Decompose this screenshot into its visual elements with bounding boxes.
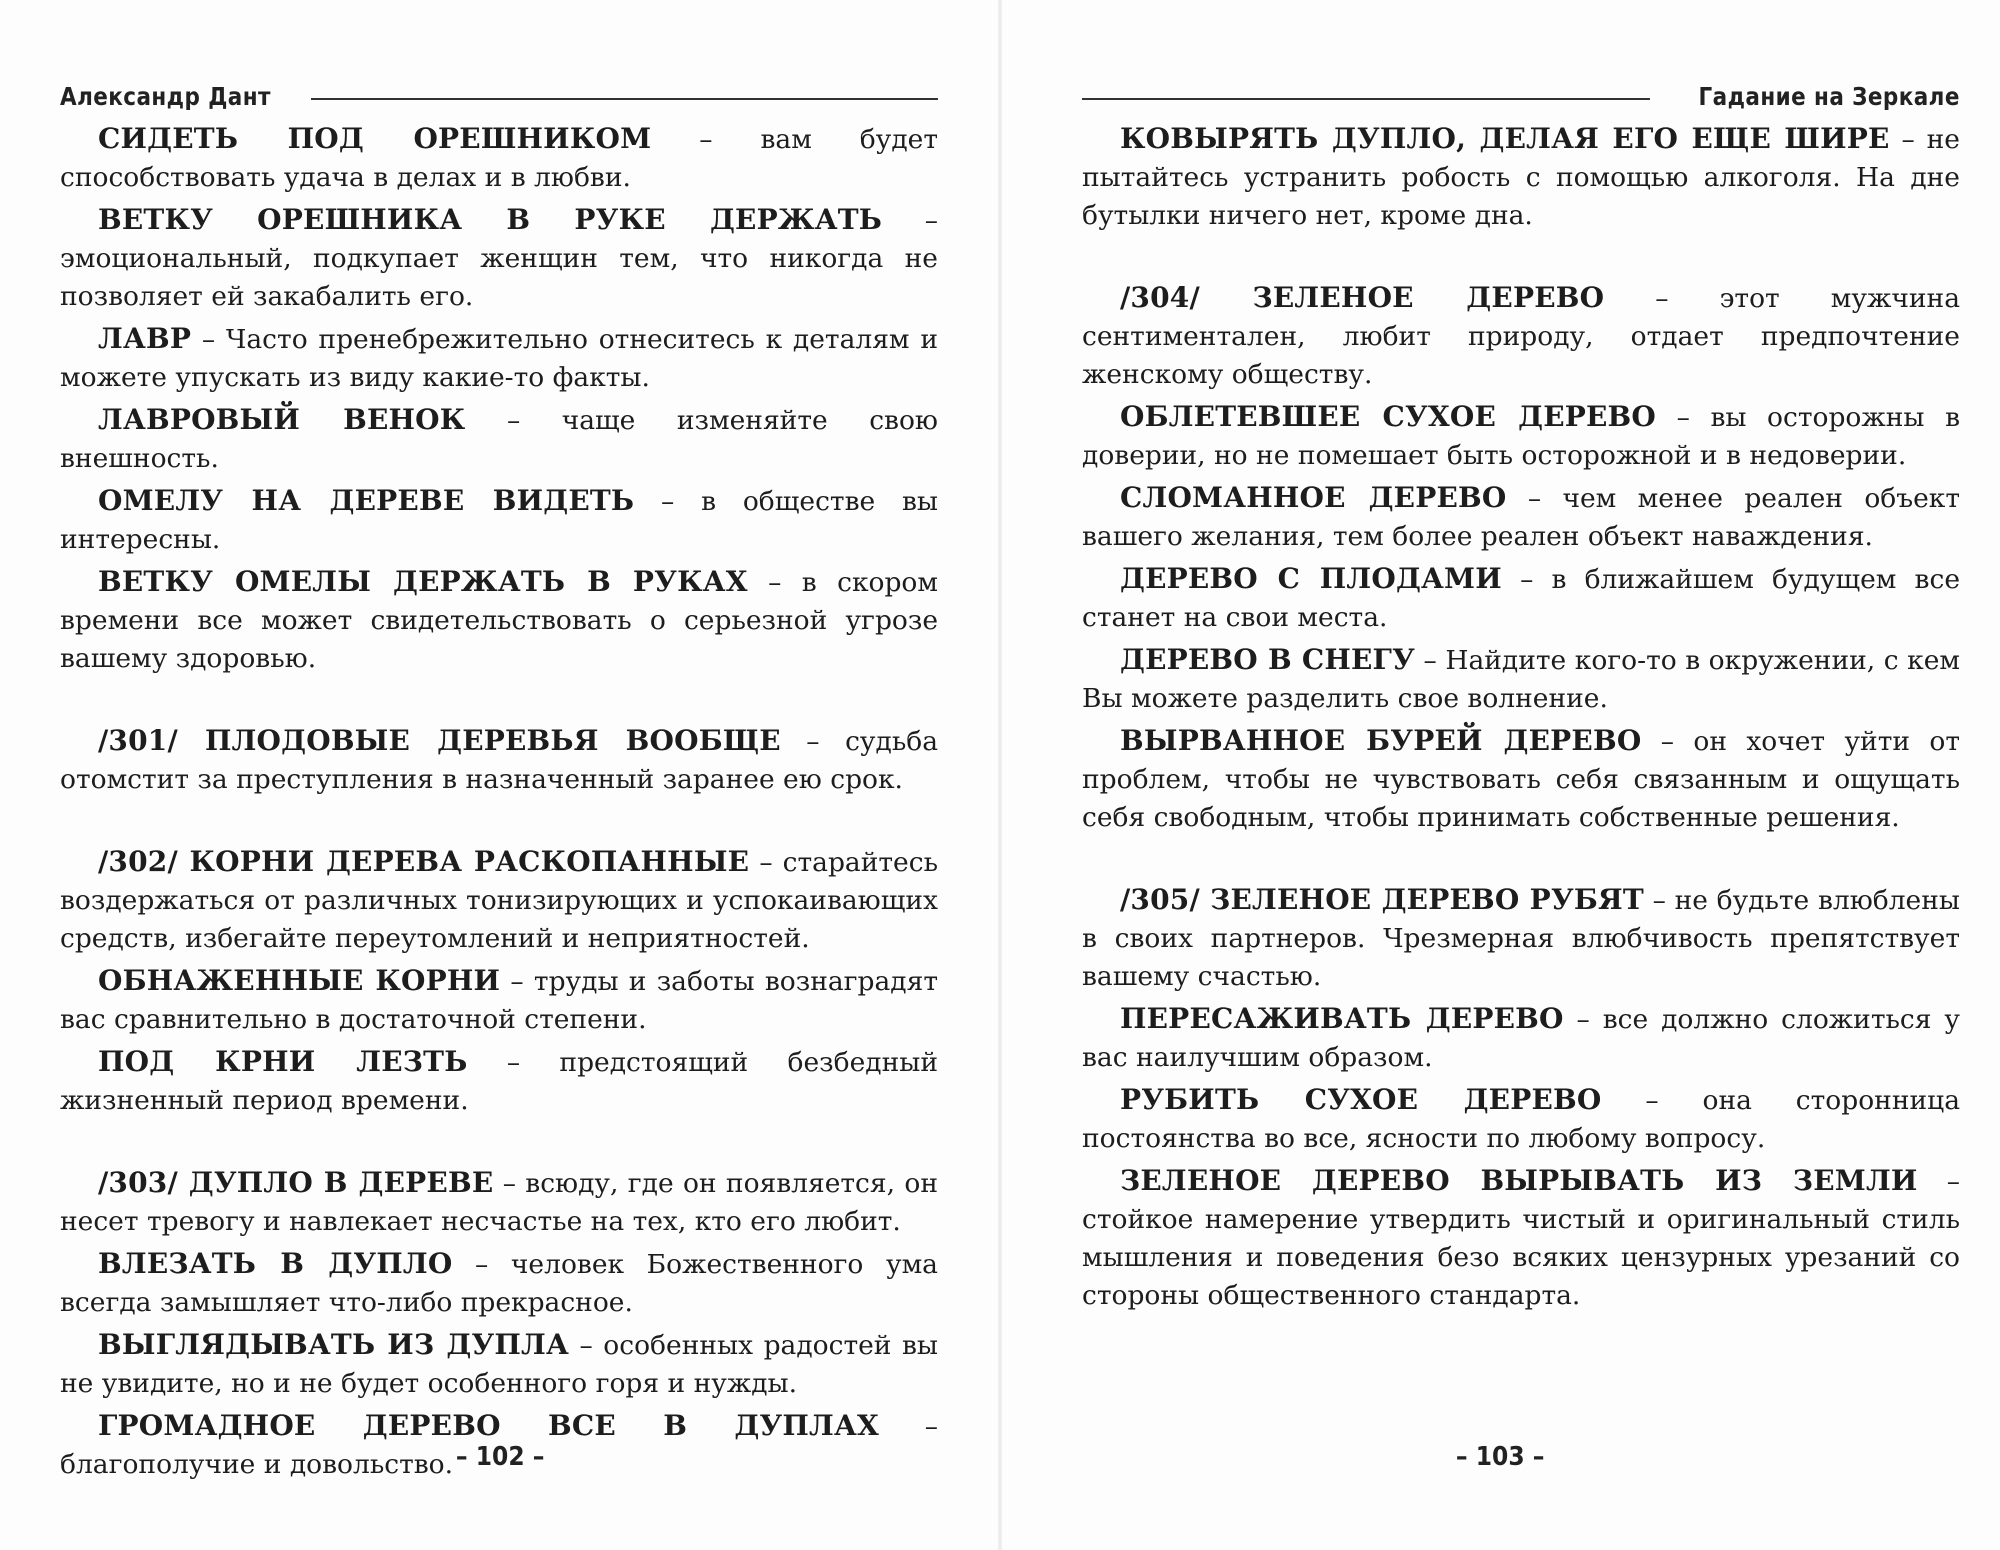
- dictionary-entry: [1082, 1000, 1960, 1077]
- entry-term: СИДЕТЬ ПОД ОРЕШНИКОМ: [98, 122, 652, 155]
- entry-term: /304/ ЗЕЛЕНОЕ ДЕРЕВО: [1120, 281, 1605, 314]
- right-page-body: [1082, 120, 1960, 1319]
- left-page-number: [0, 1442, 1000, 1472]
- dictionary-entry: [60, 962, 938, 1039]
- entry-text: – труды и заботы вознаградят вас сравнительно в достаточной степени.: [60, 966, 938, 1035]
- entry-term: ВЕТКУ ОРЕШНИКА В РУКЕ ДЕРЖАТЬ: [98, 203, 883, 236]
- dictionary-entry-section-302: [60, 843, 938, 958]
- entry-term: КОВЫРЯТЬ ДУПЛО, ДЕЛАЯ ЕГО ЕЩЕ ШИРЕ: [1120, 122, 1890, 155]
- entry-text: – чем менее реален объект вашего желания, тем более реален объект наваждения.: [1082, 483, 1960, 552]
- entry-term: ВЕТКУ ОМЕЛЫ ДЕРЖАТЬ В РУКАХ: [98, 565, 748, 598]
- entry-text: – Часто пренебрежительно отнеситесь к деталям и можете упускать из виду какие-то факты.: [60, 324, 938, 393]
- entry-text: – все должно сложиться у вас наилучшим образом.: [1082, 1004, 1960, 1073]
- entry-text: – эмоциональный, подкупает женщин тем, что никогда не позволяет ей закабалить его.: [60, 205, 938, 312]
- right-page: [1000, 0, 2000, 1550]
- entry-text: – всюду, где он появляется, он несет тревогу и навлекает несчастье на тех, кто его любит.: [60, 1168, 938, 1237]
- page-number-text: – 102 –: [455, 1442, 545, 1472]
- entry-term: СЛОМАННОЕ ДЕРЕВО: [1120, 481, 1507, 514]
- entry-text: – вам будет способствовать удача в делах и в любви.: [60, 124, 938, 193]
- book-title: Гадание на Зеркале: [1698, 81, 1960, 111]
- dictionary-entry: [60, 563, 938, 678]
- left-running-head: [60, 78, 938, 114]
- entry-term: /302/ КОРНИ ДЕРЕВА РАСКОПАННЫЕ: [98, 845, 750, 878]
- entry-text: – она сторонница постоянства во все, ясности по любому вопросу.: [1082, 1085, 1961, 1154]
- entry-term: ВЫГЛЯДЫВАТЬ ИЗ ДУПЛА: [98, 1328, 570, 1361]
- author-name: Александр Дант: [60, 81, 271, 111]
- page-number-text: – 103 –: [1455, 1442, 1545, 1472]
- entry-term: ОМЕЛУ НА ДЕРЕВЕ ВИДЕТЬ: [98, 484, 635, 517]
- entry-term: ДЕРЕВО В СНЕГУ: [1120, 643, 1416, 676]
- dictionary-entry-section-301: [60, 722, 938, 799]
- entry-term: ЗЕЛЕНОЕ ДЕРЕВО ВЫРЫВАТЬ ИЗ ЗЕМЛИ: [1120, 1164, 1918, 1197]
- entry-text: – в обществе вы интересны.: [60, 486, 938, 555]
- entry-term: ДЕРЕВО С ПЛОДАМИ: [1120, 562, 1502, 595]
- header-rule: [1082, 98, 1650, 100]
- dictionary-entry: [60, 482, 938, 559]
- dictionary-entry-section-305: [1082, 881, 1960, 996]
- dictionary-entry: [1082, 398, 1960, 475]
- entry-text: – человек Божественного ума всегда замышляет что-либо прекрасное.: [60, 1249, 938, 1318]
- entry-term: ПОД КРНИ ЛЕЗТЬ: [98, 1045, 468, 1078]
- entry-text: – стойкое намерение утвердить чистый и оригинальный стиль мышления и поведения безо всяких цензурных урезаний со стороны общественного стандарта.: [1082, 1166, 1960, 1311]
- entry-term: ЛАВРОВЫЙ ВЕНОК: [98, 403, 466, 436]
- dictionary-entry: [60, 120, 938, 197]
- dictionary-entry: [60, 401, 938, 478]
- dictionary-entry: [60, 1326, 938, 1403]
- entry-text: – не будьте влюблены в своих партнеров. Чрезмерная влюбчивость препятствует вашему счастью.: [1082, 885, 1960, 992]
- header-rule: [311, 98, 938, 100]
- entry-text: – этот мужчина сентиментален, любит природу, отдает предпочтение женскому обществу.: [1082, 283, 1960, 390]
- dictionary-entry: [60, 201, 938, 316]
- dictionary-entry: [60, 1043, 938, 1120]
- dictionary-entry: [1082, 479, 1960, 556]
- entry-term: /305/ ЗЕЛЕНОЕ ДЕРЕВО РУБЯТ: [1120, 883, 1644, 916]
- dictionary-entry: [1082, 120, 1960, 235]
- entry-text: – Найдите кого-то в окружении, с кем Вы можете разделить свое волнение.: [1082, 645, 1960, 714]
- dictionary-entry: [1082, 1162, 1960, 1315]
- entry-term: ВЫРВАННОЕ БУРЕЙ ДЕРЕВО: [1120, 724, 1642, 757]
- entry-term: ГРОМАДНОЕ ДЕРЕВО ВСЕ В ДУПЛАХ: [98, 1409, 879, 1442]
- entry-text: – предстоящий безбедный жизненный период времени.: [60, 1047, 938, 1116]
- entry-term: /303/ ДУПЛО В ДЕРЕВЕ: [98, 1166, 494, 1199]
- dictionary-entry-section-303: [60, 1164, 938, 1241]
- entry-text: – старайтесь воздержаться от различных тонизирующих и успокаивающих средств, избегайте переутомлений и неприятностей.: [60, 847, 939, 954]
- entry-term: ОБНАЖЕННЫЕ КОРНИ: [98, 964, 501, 997]
- right-running-head: [1082, 78, 1960, 114]
- entry-term: ПЕРЕСАЖИВАТЬ ДЕРЕВО: [1120, 1002, 1564, 1035]
- entry-text: – особенных радостей вы не увидите, но и не будет особенного горя и нужды.: [60, 1330, 938, 1399]
- entry-term: ЛАВР: [98, 322, 192, 355]
- entry-text: – вы осторожны в доверии, но не помешает быть осторожной и в недоверии.: [1082, 402, 1960, 471]
- dictionary-entry: [1082, 1081, 1960, 1158]
- dictionary-entry: [1082, 641, 1960, 718]
- entry-term: ВЛЕЗАТЬ В ДУПЛО: [98, 1247, 453, 1280]
- dictionary-entry: [1082, 560, 1960, 637]
- entry-text: – судьба отомстит за преступления в назначенный заранее ею срок.: [60, 726, 938, 795]
- entry-text: – чаще изменяйте свою внешность.: [60, 405, 938, 474]
- entry-text: – он хочет уйти от проблем, чтобы не чувствовать себя связанным и ощущать себя свободным, чтобы принимать собственные решения.: [1082, 726, 1960, 833]
- entry-term: ОБЛЕТЕВШЕЕ СУХОЕ ДЕРЕВО: [1120, 400, 1657, 433]
- entry-term: /301/ ПЛОДОВЫЕ ДЕРЕВЬЯ ВООБЩЕ: [98, 724, 781, 757]
- entry-text: – в ближайшем будущем все станет на свои места.: [1082, 564, 1961, 633]
- dictionary-entry: [1082, 722, 1960, 837]
- dictionary-entry: [60, 320, 938, 397]
- entry-text: – не пытайтесь устранить робость с помощью алкоголя. На дне бутылки ничего нет, кроме дна.: [1082, 124, 1960, 231]
- right-page-number: [1000, 1442, 2000, 1472]
- entry-text: – благополучие и довольство.: [60, 1411, 938, 1480]
- left-page-body: [60, 120, 938, 1488]
- entry-text: – в скором времени все может свидетельствовать о серьезной угрозе вашему здоровью.: [60, 567, 938, 674]
- dictionary-entry-section-304: [1082, 279, 1960, 394]
- entry-term: РУБИТЬ СУХОЕ ДЕРЕВО: [1120, 1083, 1602, 1116]
- dictionary-entry: [60, 1245, 938, 1322]
